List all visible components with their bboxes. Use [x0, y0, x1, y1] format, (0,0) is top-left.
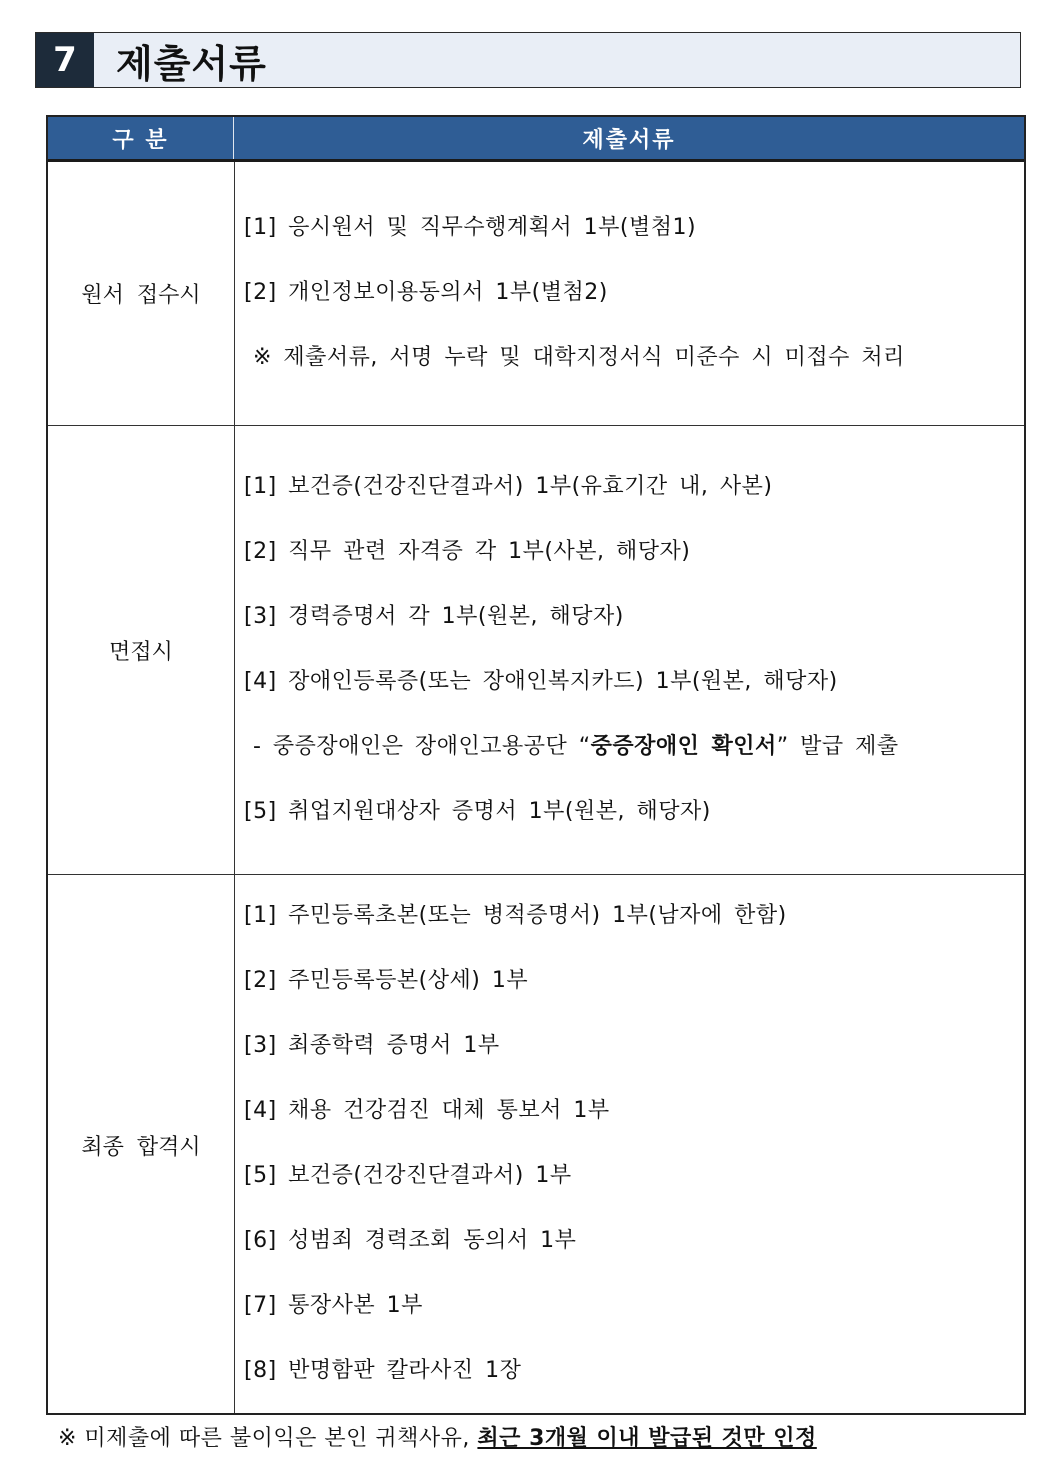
- note-prefix: - 중증장애인은 장애인고용공단 “: [253, 734, 591, 759]
- table-row-interview: [48, 425, 1024, 874]
- list-item: [4] 장애인등록증(또는 장애인복지카드) 1부(원본, 해당자): [244, 669, 838, 694]
- row-label: 원서 접수시: [81, 283, 201, 308]
- list-item: [3] 최종학력 증명서 1부: [244, 1033, 500, 1058]
- note-suffix: ” 발급 제출: [776, 734, 899, 759]
- footer-prefix: ※ 미제출에 따른 불이익은 본인 귀책사유,: [58, 1426, 478, 1451]
- note-bold: 중증장애인 확인서: [590, 734, 777, 759]
- table-row-application: [48, 162, 1024, 425]
- note-item: [253, 732, 899, 762]
- list-item: [1] 주민등록초본(또는 병적증명서) 1부(남자에 한함): [244, 903, 787, 928]
- table-row-final: [48, 874, 1024, 1415]
- notice-item: ※ 제출서류, 서명 누락 및 대학지정서식 미준수 시 미접수 처리: [253, 345, 905, 370]
- documents-table: [46, 115, 1026, 1415]
- list-item: [8] 반명함판 칼라사진 1장: [244, 1358, 522, 1383]
- section-number: 7: [36, 33, 94, 87]
- list-item: [6] 성범죄 경력조회 동의서 1부: [244, 1228, 577, 1253]
- list-item: [5] 취업지원대상자 증명서 1부(원본, 해당자): [244, 799, 711, 824]
- list-item: [4] 채용 건강검진 대체 통보서 1부: [244, 1098, 610, 1123]
- header-category: 구 분: [48, 117, 234, 159]
- table-header: [48, 117, 1024, 162]
- list-item: [2] 주민등록등본(상세) 1부: [244, 968, 529, 993]
- list-item: [7] 통장사본 1부: [244, 1293, 423, 1318]
- header-documents: 제출서류: [582, 127, 676, 153]
- list-item: [1] 보건증(건강진단결과서) 1부(유효기간 내, 사본): [244, 474, 773, 499]
- list-item: [3] 경력증명서 각 1부(원본, 해당자): [244, 604, 624, 629]
- row-label: 면접시: [109, 639, 173, 665]
- list-item: [5] 보건증(건강진단결과서) 1부: [244, 1163, 572, 1188]
- section-header: [35, 32, 1021, 88]
- list-item: [2] 개인정보이용동의서 1부(별첨2): [244, 280, 608, 305]
- row-label: 최종 합격시: [81, 1134, 201, 1160]
- section-title: 제출서류: [116, 41, 267, 86]
- list-item: [2] 직무 관련 자격증 각 1부(사본, 해당자): [244, 539, 691, 564]
- footer-emphasis: 최근 3개월 이내 발급된 것만 인정: [477, 1426, 817, 1451]
- list-item: [1] 응시원서 및 직무수행계획서 1부(별첨1): [244, 215, 697, 240]
- footer-notice: [58, 1422, 817, 1456]
